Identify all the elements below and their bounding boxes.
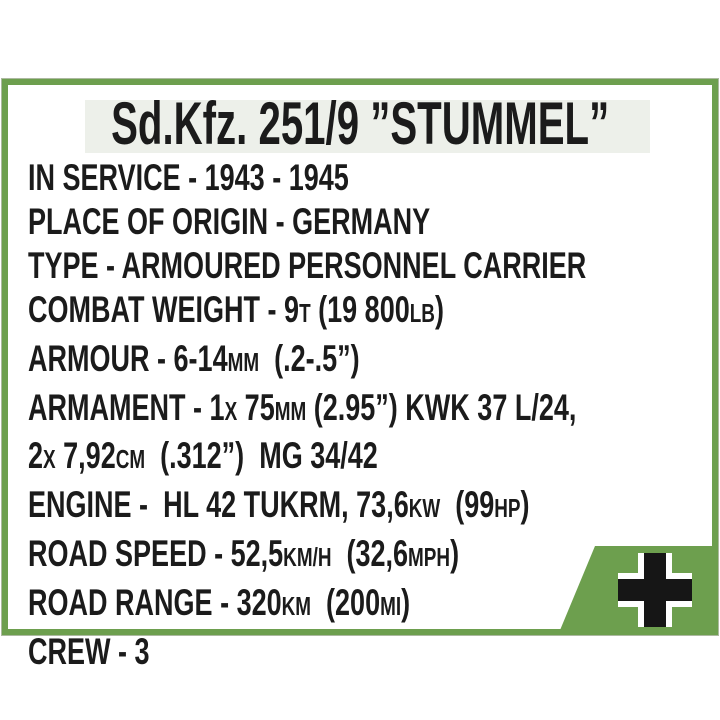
unit-text: LB — [409, 299, 435, 328]
spec-text: 75 — [237, 386, 275, 428]
spec-line — [28, 386, 720, 435]
spec-text: ROAD RANGE - 320 — [28, 582, 282, 624]
unit-text: X — [224, 397, 238, 426]
unit-text: T — [299, 299, 311, 328]
spec-text: (.2-.5”) — [259, 337, 360, 379]
spec-text: (32,6 — [331, 533, 409, 575]
spec-line — [28, 581, 720, 630]
unit-text: KW — [408, 495, 441, 524]
unit-text: MI — [380, 593, 402, 622]
spec-text: CREW - 3 — [28, 631, 150, 673]
spec-text: ) — [520, 484, 530, 526]
product-title: Sd.Kfz. 251/9 ”STUMMEL” — [111, 90, 610, 157]
spec-text: (2.95”) KWK 37 L/24, — [306, 386, 577, 428]
spec-text: (19 800 — [310, 288, 410, 330]
spec-text: IN SERVICE - 1943 - 1945 — [28, 157, 349, 198]
spec-text: ARMAMENT - 1 — [28, 386, 225, 428]
spec-line — [28, 200, 720, 244]
spec-text: ) — [401, 582, 411, 624]
spec-text: PLACE OF ORIGIN - GERMANY — [28, 200, 431, 242]
spec-line — [28, 337, 720, 386]
spec-line — [28, 244, 720, 288]
spec-list — [28, 156, 720, 674]
spec-text: (99 — [440, 484, 495, 526]
unit-text: X — [43, 446, 56, 475]
spec-text: ) — [450, 533, 460, 575]
spec-line — [28, 630, 720, 674]
unit-text: MM — [227, 348, 260, 377]
spec-text: 7,92 — [55, 435, 116, 477]
unit-text: KM — [281, 593, 312, 622]
unit-text: HP — [494, 495, 521, 524]
spec-line — [28, 434, 720, 483]
unit-text: KM/H — [283, 544, 332, 573]
spec-text: ROAD SPEED - 52,5 — [28, 533, 284, 575]
unit-text: MPH — [408, 544, 451, 573]
spec-text: ARMOUR - 6-14 — [28, 337, 228, 379]
spec-text: (200 — [311, 582, 381, 624]
spec-line — [28, 532, 720, 581]
spec-line — [28, 288, 720, 337]
spec-text: (.312”) MG 34/42 — [145, 435, 378, 477]
spec-text: ENGINE - HL 42 TUKRM, 73,6 — [28, 484, 409, 526]
unit-text: MM — [274, 397, 307, 426]
spec-text: COMBAT WEIGHT - 9 — [28, 288, 300, 330]
spec-line — [28, 483, 720, 532]
spec-text: TYPE - ARMOURED PERSONNEL CARRIER — [28, 244, 587, 286]
spec-text: ) — [434, 288, 444, 330]
spec-line — [28, 156, 720, 200]
unit-text: CM — [115, 446, 146, 475]
spec-text: 2 — [28, 435, 44, 477]
